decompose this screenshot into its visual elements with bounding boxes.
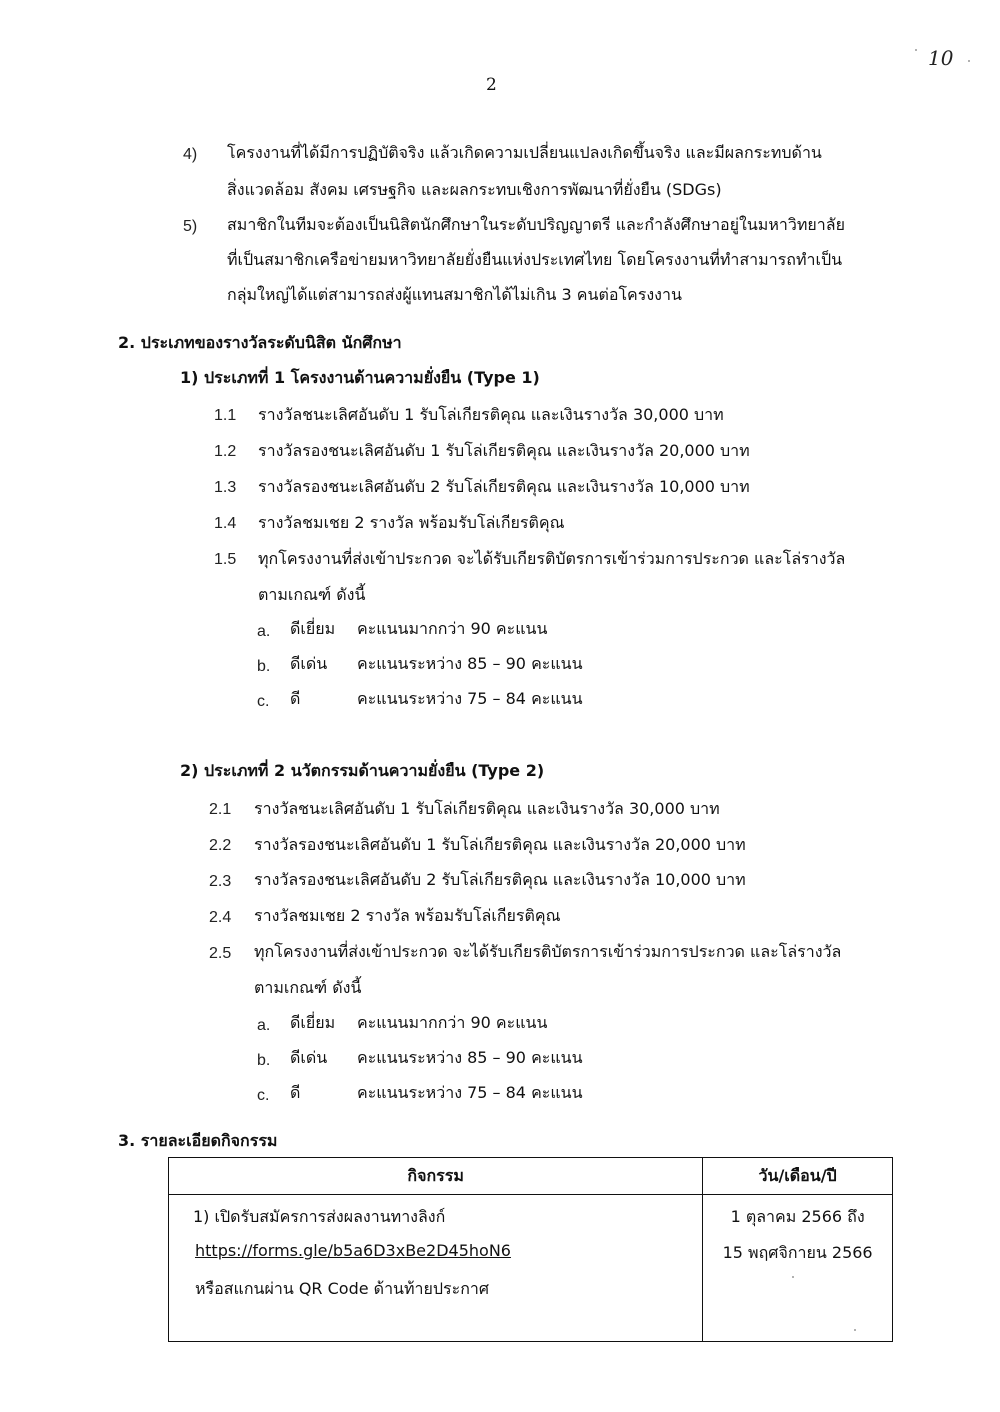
criteria-score: คะแนนมากกว่า 90 คะแนน	[357, 619, 548, 638]
award-item-continuation: ตามเกณฑ์ ดังนี้	[258, 585, 366, 604]
award-item-text: รางวัลชมเชย 2 รางวัล พร้อมรับโล่เกียรติคุณ	[254, 906, 561, 925]
criteria-score: คะแนนระหว่าง 85 – 90 คะแนน	[357, 654, 583, 673]
award-item-text: รางวัลชมเชย 2 รางวัล พร้อมรับโล่เกียรติคุณ	[258, 513, 565, 532]
award-item-number: 2.3	[209, 873, 232, 890]
award-item-number: 1.4	[214, 515, 237, 532]
award-item-text: รางวัลชนะเลิศอันดับ 1 รับโล่เกียรติคุณ และเงินรางวัล 30,000 บาท	[254, 799, 720, 818]
date-text: 1 ตุลาคม 2566 ถึง	[730, 1207, 865, 1226]
criteria-item-text: สิ่งแวดล้อม สังคม เศรษฐกิจ และผลกระทบเชิงการพัฒนาที่ยั่งยืน (SDGs)	[227, 180, 722, 199]
award-item-text: รางวัลรองชนะเลิศอันดับ 1 รับโล่เกียรติคุณ และเงินรางวัล 20,000 บาท	[258, 441, 750, 460]
criteria-letter: a.	[257, 623, 271, 640]
award-item-continuation: ตามเกณฑ์ ดังนี้	[254, 978, 362, 997]
criteria-letter: b.	[257, 1052, 271, 1069]
award-item-text: ทุกโครงงานที่ส่งเข้าประกวด จะได้รับเกียรติบัตรการเข้าร่วมการประกวด และโล่รางวัล	[254, 942, 842, 961]
activity-cell	[169, 1195, 703, 1342]
award-item-number: 1.3	[214, 479, 237, 496]
criteria-letter: b.	[257, 658, 271, 675]
scan-speck	[968, 60, 970, 62]
criteria-item-number: 5)	[183, 218, 198, 235]
award-item-number: 2.5	[209, 945, 232, 962]
criteria-item-text: กลุ่มใหญ่ได้แต่สามารถส่งผู้แทนสมาชิกได้ไม่เกิน 3 คนต่อโครงงาน	[227, 285, 682, 304]
criteria-level: ดี	[290, 689, 301, 708]
column-header-activity: กิจกรรม	[169, 1158, 703, 1195]
table-header-row	[169, 1158, 893, 1195]
criteria-level: ดีเยี่ยม	[290, 619, 336, 638]
criteria-score: คะแนนระหว่าง 75 – 84 คะแนน	[357, 1083, 583, 1102]
criteria-letter: c.	[257, 1087, 270, 1104]
award-item-number: 1.2	[214, 443, 237, 460]
award-item-number: 2.4	[209, 909, 232, 926]
criteria-score: คะแนนมากกว่า 90 คะแนน	[357, 1013, 548, 1032]
criteria-letter: c.	[257, 693, 270, 710]
registration-link[interactable]: https://forms.gle/b5a6D3xBe2D45hoN6	[195, 1241, 511, 1260]
award-item-text: ทุกโครงงานที่ส่งเข้าประกวด จะได้รับเกียรติบัตรการเข้าร่วมการประกวด และโล่รางวัล	[258, 549, 846, 568]
criteria-level: ดีเยี่ยม	[290, 1013, 336, 1032]
handwritten-page-annotation: 10	[928, 46, 954, 70]
criteria-level: ดีเด่น	[290, 1048, 328, 1067]
section-heading: 2. ประเภทของรางวัลระดับนิสิต นักศึกษา	[118, 333, 402, 352]
criteria-item-text: สมาชิกในทีมจะต้องเป็นนิสิตนักศึกษาในระดับปริญญาตรี และกำลังศึกษาอยู่ในมหาวิทยาลัย	[227, 215, 845, 234]
type-heading: 2) ประเภทที่ 2 นวัตกรรมด้านความยั่งยืน (Type 2)	[180, 761, 545, 780]
criteria-score: คะแนนระหว่าง 85 – 90 คะแนน	[357, 1048, 583, 1067]
award-item-number: 2.1	[209, 801, 232, 818]
criteria-level: ดีเด่น	[290, 654, 328, 673]
criteria-score: คะแนนระหว่าง 75 – 84 คะแนน	[357, 689, 583, 708]
activity-text: 1) เปิดรับสมัครการส่งผลงานทางลิงก์	[193, 1207, 446, 1226]
activity-text: หรือสแกนผ่าน QR Code ด้านท้ายประกาศ	[195, 1279, 490, 1298]
award-item-number: 2.2	[209, 837, 232, 854]
page-number: 2	[486, 75, 497, 95]
award-item-text: รางวัลรองชนะเลิศอันดับ 1 รับโล่เกียรติคุณ และเงินรางวัล 20,000 บาท	[254, 835, 746, 854]
criteria-item-number: 4)	[183, 146, 198, 163]
section-heading: 3. รายละเอียดกิจกรรม	[118, 1131, 278, 1150]
scan-speck	[792, 1276, 794, 1278]
award-item-text: รางวัลรองชนะเลิศอันดับ 2 รับโล่เกียรติคุณ และเงินรางวัล 10,000 บาท	[258, 477, 750, 496]
date-text: 15 พฤศจิกายน 2566	[722, 1243, 873, 1262]
scan-speck	[915, 49, 917, 51]
date-cell	[703, 1195, 893, 1342]
criteria-letter: a.	[257, 1017, 271, 1034]
criteria-item-text: ที่เป็นสมาชิกเครือข่ายมหาวิทยาลัยยั่งยืนแห่งประเทศไทย โดยโครงงานที่ทำสามารถทำเป็น	[227, 250, 843, 269]
criteria-level: ดี	[290, 1083, 301, 1102]
type-heading: 1) ประเภทที่ 1 โครงงานด้านความยั่งยืน (Type 1)	[180, 368, 540, 387]
table-row	[169, 1195, 893, 1342]
award-item-number: 1.1	[214, 407, 237, 424]
award-item-number: 1.5	[214, 551, 237, 568]
activity-table	[168, 1157, 893, 1342]
column-header-date: วัน/เดือน/ปี	[703, 1158, 893, 1195]
scan-speck	[854, 1329, 856, 1331]
award-item-text: รางวัลรองชนะเลิศอันดับ 2 รับโล่เกียรติคุณ และเงินรางวัล 10,000 บาท	[254, 870, 746, 889]
criteria-item-text: โครงงานที่ได้มีการปฏิบัติจริง แล้วเกิดความเปลี่ยนแปลงเกิดขึ้นจริง และมีผลกระทบด้าน	[227, 143, 822, 162]
award-item-text: รางวัลชนะเลิศอันดับ 1 รับโล่เกียรติคุณ และเงินรางวัล 30,000 บาท	[258, 405, 724, 424]
